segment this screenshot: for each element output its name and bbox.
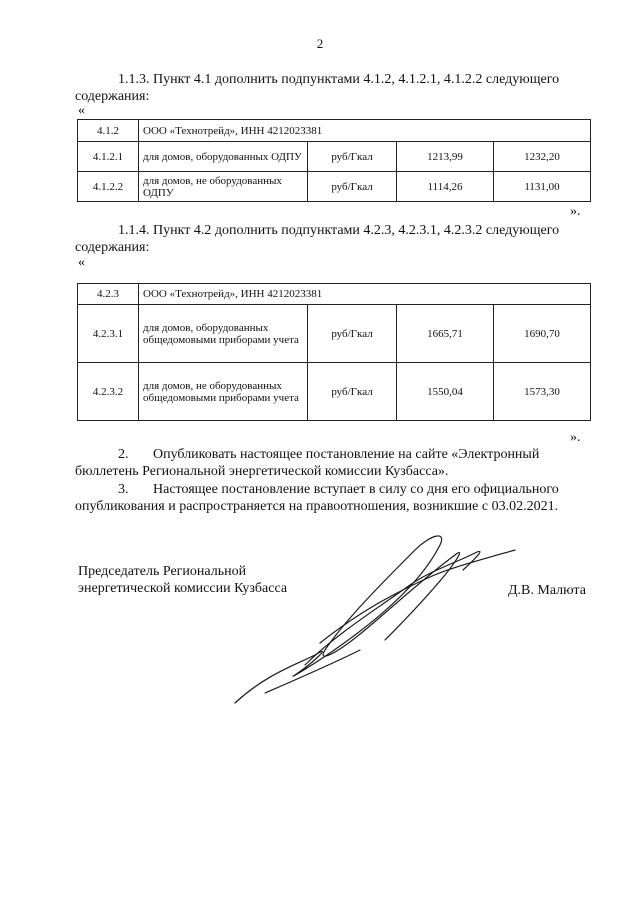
section-113-heading-cont: содержания:	[75, 89, 150, 104]
signatory-title-line-2: энергетической комиссии Кузбасса	[78, 581, 288, 596]
row-desc: для домов, не оборудованных ОДПУ	[139, 172, 308, 202]
row-value-2: 1573,30	[494, 363, 591, 421]
open-quote: «	[78, 103, 85, 118]
section-114-heading: 1.1.4. Пункт 4.2 дополнить подпунктами 4.2.3, 4.2.3.1, 4.2.3.2 следующего	[118, 223, 560, 238]
table-row	[78, 142, 591, 172]
row-value-1: 1550,04	[397, 363, 494, 421]
close-quote: ».	[570, 204, 581, 219]
row-unit: руб/Гкал	[308, 305, 397, 363]
table-row	[78, 305, 591, 363]
handwritten-signature	[225, 515, 525, 715]
table-row	[78, 284, 591, 305]
open-quote: «	[78, 255, 85, 270]
page-number: 2	[316, 36, 324, 51]
signatory-title-line-1: Председатель Региональной	[78, 564, 247, 579]
row-desc: для домов, оборудованных общедомовыми приборами учета	[139, 305, 308, 363]
row-value-1: 1114,26	[397, 172, 494, 202]
table-row	[78, 172, 591, 202]
row-value-1: 1213,99	[397, 142, 494, 172]
row-desc: ООО «Технотрейд», ИНН 4212023381	[139, 120, 591, 142]
row-code: 4.2.3.1	[78, 305, 139, 363]
row-code: 4.2.3.2	[78, 363, 139, 421]
close-quote: ».	[570, 430, 581, 445]
row-desc: ООО «Технотрейд», ИНН 4212023381	[139, 284, 591, 305]
table-row	[78, 120, 591, 142]
row-unit: руб/Гкал	[308, 142, 397, 172]
tariff-table-413	[77, 119, 591, 202]
item-3-number: 3.	[118, 482, 129, 497]
row-value-2: 1690,70	[494, 305, 591, 363]
section-113-heading: 1.1.3. Пункт 4.1 дополнить подпунктами 4.1.2, 4.1.2.1, 4.1.2.2 следующего	[118, 72, 560, 87]
section-114-heading-cont: содержания:	[75, 240, 150, 255]
row-value-2: 1131,00	[494, 172, 591, 202]
row-code: 4.2.3	[78, 284, 139, 305]
row-value-2: 1232,20	[494, 142, 591, 172]
row-desc: для домов, не оборудованных общедомовыми приборами учета	[139, 363, 308, 421]
row-code: 4.1.2	[78, 120, 139, 142]
tariff-table-423	[77, 283, 591, 421]
row-code: 4.1.2.2	[78, 172, 139, 202]
row-unit: руб/Гкал	[308, 172, 397, 202]
signatory-name: Д.В. Малюта	[508, 583, 586, 598]
table-row	[78, 363, 591, 421]
row-unit: руб/Гкал	[308, 363, 397, 421]
row-desc: для домов, оборудованных ОДПУ	[139, 142, 308, 172]
row-code: 4.1.2.1	[78, 142, 139, 172]
item-2-text: Опубликовать настоящее постановление на сайте «Электронный	[153, 447, 540, 462]
item-2-text-cont: бюллетень Региональной энергетической комиссии Кузбасса».	[75, 464, 449, 479]
item-2-number: 2.	[118, 447, 129, 462]
item-3-text-cont: опубликования и распространяется на правоотношения, возникшие с 03.02.2021.	[75, 499, 559, 514]
item-3-text: Настоящее постановление вступает в силу со дня его официального	[153, 482, 559, 497]
row-value-1: 1665,71	[397, 305, 494, 363]
